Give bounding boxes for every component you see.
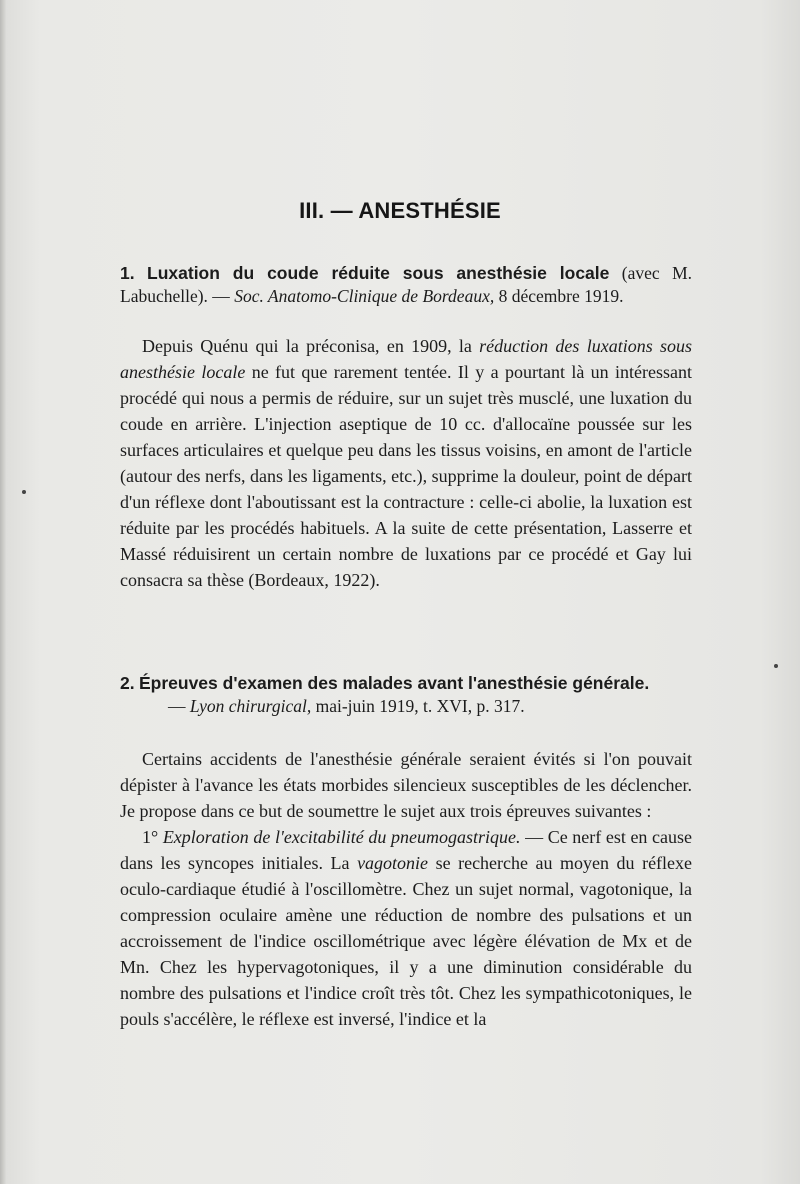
paragraph-text: se recherche au moyen du réflexe oculo-cardiaque étudié à l'oscillomètre. Chez un sujet normal, vagotonique, la compression oculaire amène une réduction de nombre des pulsations et un accroissement de l'indice oscillométrique avec légère élévation de Mx et de Mn. Chez les hypervagotoniques, il y a une diminution considérable du nombre des pulsations et l'indice croît très tôt. Chez les sympathicotoniques, le pouls s'accélère, le réflexe est inversé, l'indice et la: [120, 853, 693, 1029]
item-heading: Exploration de l'excitabilité du pneumogastrique.: [162, 827, 521, 847]
paragraph-exploration: [120, 824, 692, 1032]
paragraph-luxation: [120, 333, 692, 593]
paragraph-text: Depuis Quénu qui la préconisa, en 1909, la: [142, 336, 472, 356]
paragraph-emphasis: vagotonie: [357, 853, 429, 873]
entry-dash: —: [168, 696, 186, 716]
reference-entry-1: [120, 262, 692, 308]
paragraph-text: ne fut que rarement tentée. Il y a pourtant là un intéressant procédé qui nous a permis de réduire, sur un sujet très musclé, une luxation du coude en arrière. L'injection aseptique de 10 cc. d'allocaïne poussée sur les surfaces articulaires et quelque peu dans les tissus voisins, en amont de l'article (autour des nerfs, dans les ligaments, etc.), supprime la douleur, point de départ d'un réflexe dont l'aboutissant est la contracture : celle-ci abolie, la luxation est réduite par les procédés habituels. A la suite de cette présentation, Lasserre et Massé réduisirent un certain nombre de luxations par ce procédé et Gay lui consacra sa thèse (Bordeaux, 1922).: [120, 362, 693, 590]
speck-mark: [22, 490, 26, 494]
section-title: III. — ANESTHÉSIE: [299, 198, 501, 223]
item-number: 1°: [142, 827, 159, 847]
entry-journal: Soc. Anatomo-Clinique de Bordeaux,: [234, 286, 495, 306]
entry-title: Luxation du coude réduite sous anesthésie locale: [147, 263, 610, 283]
entry-journal: Lyon chirurgical,: [189, 696, 312, 716]
speck-mark: [774, 664, 778, 668]
body-anesthesie-generale: [120, 746, 692, 1032]
paragraph-text: — Ce nerf est en cause dans les syncopes initiales. La: [120, 827, 693, 873]
entry-number: 2.: [120, 673, 135, 693]
paragraph-emphasis: réduction des luxations sous anesthésie locale: [120, 336, 692, 382]
entry-date: mai-juin 1919, t. XVI, p. 317.: [315, 696, 525, 716]
entry-number: 1.: [120, 263, 135, 283]
paragraph-intro: Certains accidents de l'anesthésie générale seraient évités si l'on pouvait dépister à l'avance les états morbides silencieux susceptibles de les déclencher. Je propose dans ce but de soumettre le sujet aux trois épreuves suivantes :: [120, 749, 692, 821]
reference-entry-2: [120, 672, 692, 718]
entry-date: 8 décembre 1919.: [498, 286, 624, 306]
page-edge-shadow: [0, 0, 6, 1184]
entry-authors: (avec M. Labuchelle). —: [120, 263, 693, 306]
entry-title: Épreuves d'examen des malades avant l'anesthésie générale.: [138, 673, 650, 693]
